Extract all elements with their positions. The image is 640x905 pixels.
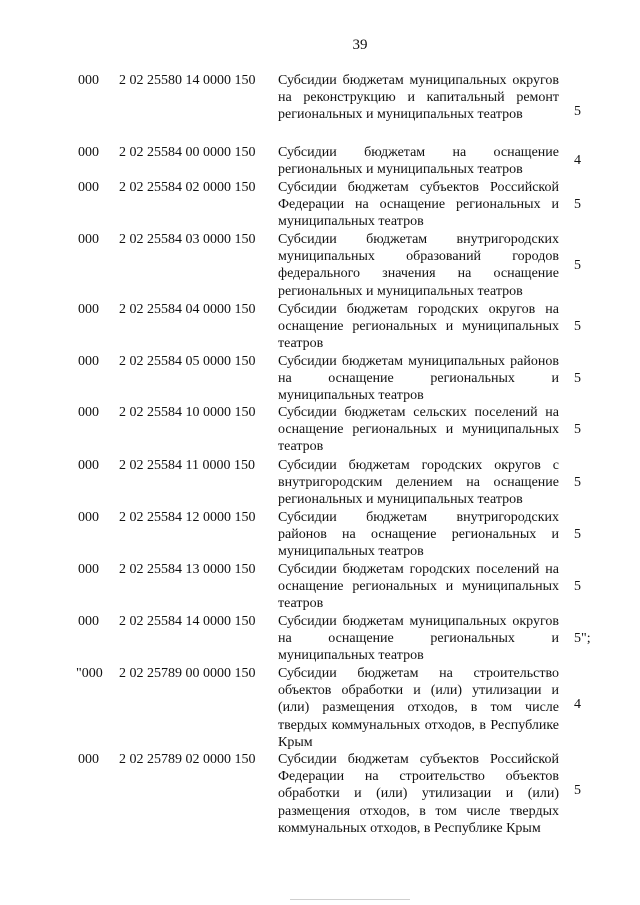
budget-classification-code: 2 02 25584 04 0000 150 (119, 302, 256, 317)
budget-classification-code: 2 02 25584 12 0000 150 (119, 510, 256, 525)
column-value: 4 (574, 697, 581, 712)
income-description: Субсидии бюджетам муниципальных округов на реконструкцию и капитальный ремонт региональных и муниципальных театров (278, 73, 559, 123)
budget-classification-code: 2 02 25580 14 0000 150 (119, 73, 256, 88)
income-description: Субсидии бюджетам муниципальных районов на оснащение региональных и муниципальных театров (278, 354, 559, 404)
admin-code: 000 (78, 232, 99, 247)
admin-code: "000 (76, 666, 103, 681)
column-value: 5 (574, 422, 581, 437)
scan-edge-line (290, 899, 410, 900)
admin-code: 000 (78, 354, 99, 369)
column-value: 5 (574, 319, 581, 334)
admin-code: 000 (78, 562, 99, 577)
budget-classification-code: 2 02 25584 03 0000 150 (119, 232, 256, 247)
income-description: Субсидии бюджетам городских округов с внутригородским делением на оснащение региональных и муниципальных театров (278, 458, 559, 508)
admin-code: 000 (78, 510, 99, 525)
budget-classification-code: 2 02 25789 00 0000 150 (119, 666, 256, 681)
budget-classification-code: 2 02 25584 00 0000 150 (119, 145, 256, 160)
admin-code: 000 (78, 614, 99, 629)
column-value: 5"; (574, 631, 591, 646)
income-description: Субсидии бюджетам субъектов Российской Федерации на оснащение региональных и муниципальных театров (278, 180, 559, 230)
admin-code: 000 (78, 458, 99, 473)
admin-code: 000 (78, 302, 99, 317)
column-value: 5 (574, 783, 581, 798)
column-value: 5 (574, 104, 581, 119)
budget-classification-code: 2 02 25584 14 0000 150 (119, 614, 256, 629)
income-description: Субсидии бюджетам внутригородских муниципальных образований городов федерального значения на оснащение региональных и муниципальных театров (278, 232, 559, 299)
income-description: Субсидии бюджетам на оснащение региональных и муниципальных театров (278, 145, 559, 178)
page-number: 39 (352, 37, 368, 53)
column-value: 5 (574, 371, 581, 386)
admin-code: 000 (78, 180, 99, 195)
budget-classification-code: 2 02 25584 10 0000 150 (119, 405, 256, 420)
column-value: 5 (574, 527, 581, 542)
column-value: 4 (574, 153, 581, 168)
income-description: Субсидии бюджетам городских поселений на оснащение региональных и муниципальных театров (278, 562, 559, 612)
column-value: 5 (574, 579, 581, 594)
income-description: Субсидии бюджетам городских округов на оснащение региональных и муниципальных театров (278, 302, 559, 352)
budget-classification-code: 2 02 25584 13 0000 150 (119, 562, 256, 577)
column-value: 5 (574, 197, 581, 212)
income-description: Субсидии бюджетам субъектов Российской Федерации на строительство объектов обработки и (или) утилизации и (или) размещения отходов, в том числе твердых коммунальных отходов, в Республике Крым (278, 752, 559, 836)
column-value: 5 (574, 475, 581, 490)
income-description: Субсидии бюджетам на строительство объектов обработки и (или) утилизации и (или) размещения отходов, в том числе твердых коммунальных отходов, в Республике Крым (278, 666, 559, 750)
budget-classification-code: 2 02 25584 05 0000 150 (119, 354, 256, 369)
income-description: Субсидии бюджетам муниципальных округов на оснащение региональных и муниципальных театров (278, 614, 559, 664)
income-description: Субсидии бюджетам сельских поселений на оснащение региональных и муниципальных театров (278, 405, 559, 455)
admin-code: 000 (78, 145, 99, 160)
admin-code: 000 (78, 405, 99, 420)
budget-classification-code: 2 02 25789 02 0000 150 (119, 752, 256, 767)
admin-code: 000 (78, 73, 99, 88)
income-description: Субсидии бюджетам внутригородских районов на оснащение региональных и муниципальных театров (278, 510, 559, 560)
admin-code: 000 (78, 752, 99, 767)
column-value: 5 (574, 258, 581, 273)
budget-classification-code: 2 02 25584 11 0000 150 (119, 458, 255, 473)
budget-classification-code: 2 02 25584 02 0000 150 (119, 180, 256, 195)
